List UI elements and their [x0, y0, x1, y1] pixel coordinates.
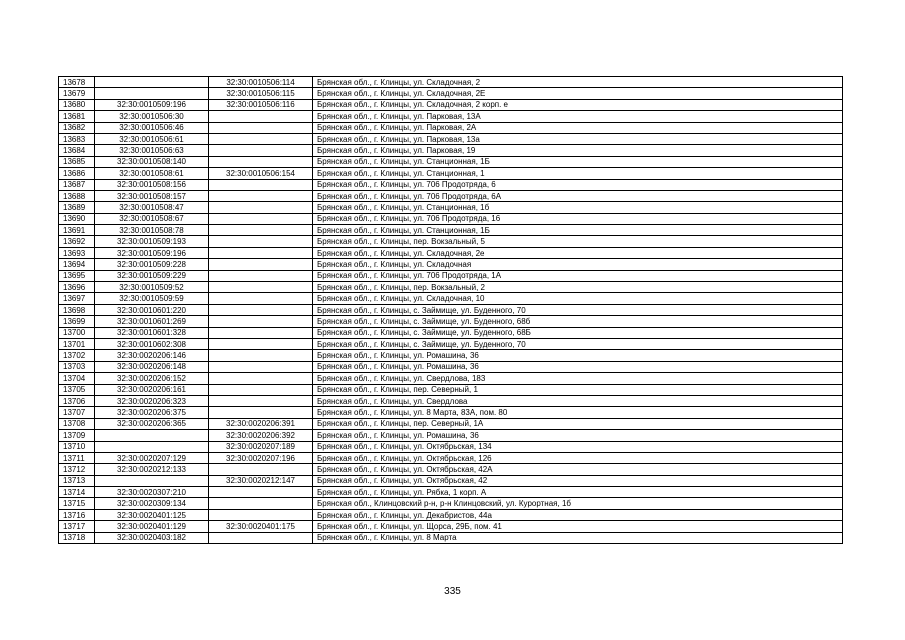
address-cell: Брянская обл., г. Клинцы, ул. Свердлова [313, 395, 843, 406]
related-cadastral-number-cell [209, 145, 313, 156]
cadastral-number-cell [95, 88, 209, 99]
row-number-cell: 13713 [59, 475, 95, 486]
cadastral-number-cell: 32:30:0020206:323 [95, 395, 209, 406]
address-cell: Брянская обл., г. Клинцы, ул. 706 Продотряда, 1А [313, 270, 843, 281]
row-number-cell: 13682 [59, 122, 95, 133]
row-number-cell: 13702 [59, 350, 95, 361]
table-row [59, 487, 843, 498]
address-cell: Брянская обл., г. Клинцы, ул. Свердлова, 183 [313, 373, 843, 384]
table-row [59, 430, 843, 441]
related-cadastral-number-cell [209, 259, 313, 270]
address-cell: Брянская обл., Клинцовский р-н, р-н Клинцовский, ул. Курортная, 1б [313, 498, 843, 509]
address-cell: Брянская обл., г. Клинцы, пер. Северный, 1 [313, 384, 843, 395]
table-row [59, 361, 843, 372]
address-cell: Брянская обл., г. Клинцы, ул. Октябрьская, 42А [313, 464, 843, 475]
row-number-cell: 13718 [59, 532, 95, 543]
related-cadastral-number-cell [209, 338, 313, 349]
cadastral-number-cell: 32:30:0010506:63 [95, 145, 209, 156]
related-cadastral-number-cell [209, 133, 313, 144]
row-number-cell: 13708 [59, 418, 95, 429]
address-cell: Брянская обл., г. Клинцы, ул. Парковая, 13а [313, 133, 843, 144]
cadastral-number-cell: 32:30:0010508:47 [95, 202, 209, 213]
cadastral-number-cell [95, 475, 209, 486]
address-cell: Брянская обл., г. Клинцы, ул. Станционная, 1б [313, 202, 843, 213]
related-cadastral-number-cell [209, 350, 313, 361]
cadastral-number-cell: 32:30:0020206:375 [95, 407, 209, 418]
cadastral-number-cell: 32:30:0010508:67 [95, 213, 209, 224]
row-number-cell: 13684 [59, 145, 95, 156]
address-cell: Брянская обл., г. Клинцы, ул. Ромашина, 36 [313, 430, 843, 441]
cadastral-number-cell: 32:30:0010508:61 [95, 168, 209, 179]
row-number-cell: 13703 [59, 361, 95, 372]
table-row [59, 133, 843, 144]
address-cell: Брянская обл., г. Клинцы, ул. 706 Продотряда, 6 [313, 179, 843, 190]
related-cadastral-number-cell: 32:30:0020207:196 [209, 452, 313, 463]
table-row [59, 407, 843, 418]
table-row [59, 338, 843, 349]
address-cell: Брянская обл., г. Клинцы, ул. Октябрьская, 42 [313, 475, 843, 486]
row-number-cell: 13680 [59, 99, 95, 110]
table-row [59, 77, 843, 88]
table-row [59, 373, 843, 384]
table-row [59, 395, 843, 406]
row-number-cell: 13714 [59, 487, 95, 498]
table-row [59, 418, 843, 429]
cadastral-number-cell: 32:30:0020309:134 [95, 498, 209, 509]
row-number-cell: 13683 [59, 133, 95, 144]
related-cadastral-number-cell [209, 190, 313, 201]
address-cell: Брянская обл., г. Клинцы, ул. Станционная, 1Б [313, 156, 843, 167]
table-row [59, 168, 843, 179]
table-row [59, 145, 843, 156]
cadastral-number-cell: 32:30:0020401:125 [95, 509, 209, 520]
table-row [59, 532, 843, 543]
related-cadastral-number-cell: 32:30:0020401:175 [209, 521, 313, 532]
cadastral-number-cell: 32:30:0010508:157 [95, 190, 209, 201]
address-cell: Брянская обл., г. Клинцы, ул. Рябка, 1 корп. А [313, 487, 843, 498]
address-cell: Брянская обл., г. Клинцы, ул. Парковая, 13А [313, 111, 843, 122]
related-cadastral-number-cell [209, 373, 313, 384]
address-cell: Брянская обл., г. Клинцы, ул. Щорса, 29Б, пом. 41 [313, 521, 843, 532]
address-cell: Брянская обл., г. Клинцы, с. Займище, ул. Буденного, 70 [313, 304, 843, 315]
table-row [59, 464, 843, 475]
address-cell: Брянская обл., г. Клинцы, ул. Парковая, 2А [313, 122, 843, 133]
row-number-cell: 13689 [59, 202, 95, 213]
cadastral-number-cell: 32:30:0010601:328 [95, 327, 209, 338]
address-cell: Брянская обл., г. Клинцы, ул. Октябрьская, 126 [313, 452, 843, 463]
row-number-cell: 13679 [59, 88, 95, 99]
related-cadastral-number-cell: 32:30:0010506:116 [209, 99, 313, 110]
row-number-cell: 13709 [59, 430, 95, 441]
related-cadastral-number-cell [209, 304, 313, 315]
table-row [59, 452, 843, 463]
cadastral-number-cell: 32:30:0010509:196 [95, 99, 209, 110]
related-cadastral-number-cell [209, 509, 313, 520]
cadastral-number-cell: 32:30:0010509:196 [95, 247, 209, 258]
row-number-cell: 13687 [59, 179, 95, 190]
row-number-cell: 13694 [59, 259, 95, 270]
cadastral-number-cell: 32:30:0020212:133 [95, 464, 209, 475]
row-number-cell: 13692 [59, 236, 95, 247]
address-cell: Брянская обл., г. Клинцы, ул. Ромашина, 36 [313, 350, 843, 361]
table-row [59, 521, 843, 532]
related-cadastral-number-cell [209, 179, 313, 190]
row-number-cell: 13700 [59, 327, 95, 338]
cadastral-number-cell: 32:30:0010506:46 [95, 122, 209, 133]
related-cadastral-number-cell [209, 247, 313, 258]
cadastral-number-cell: 32:30:0020206:161 [95, 384, 209, 395]
related-cadastral-number-cell [209, 464, 313, 475]
table-row [59, 350, 843, 361]
related-cadastral-number-cell [209, 270, 313, 281]
row-number-cell: 13707 [59, 407, 95, 418]
row-number-cell: 13698 [59, 304, 95, 315]
related-cadastral-number-cell [209, 156, 313, 167]
related-cadastral-number-cell [209, 384, 313, 395]
row-number-cell: 13701 [59, 338, 95, 349]
address-cell: Брянская обл., г. Клинцы, ул. Складочная [313, 259, 843, 270]
registry-table [58, 76, 843, 544]
cadastral-number-cell: 32:30:0010602:308 [95, 338, 209, 349]
table-row [59, 509, 843, 520]
table-row [59, 475, 843, 486]
cadastral-number-cell: 32:30:0020206:148 [95, 361, 209, 372]
address-cell: Брянская обл., г. Клинцы, пер. Вокзальный, 5 [313, 236, 843, 247]
row-number-cell: 13681 [59, 111, 95, 122]
address-cell: Брянская обл., г. Клинцы, ул. Складочная, 10 [313, 293, 843, 304]
address-cell: Брянская обл., г. Клинцы, ул. Октябрьская, 134 [313, 441, 843, 452]
related-cadastral-number-cell [209, 316, 313, 327]
cadastral-number-cell: 32:30:0010508:78 [95, 225, 209, 236]
table-row [59, 247, 843, 258]
row-number-cell: 13691 [59, 225, 95, 236]
row-number-cell: 13699 [59, 316, 95, 327]
row-number-cell: 13710 [59, 441, 95, 452]
related-cadastral-number-cell [209, 236, 313, 247]
related-cadastral-number-cell [209, 361, 313, 372]
cadastral-number-cell: 32:30:0010508:156 [95, 179, 209, 190]
table-row [59, 327, 843, 338]
address-cell: Брянская обл., г. Клинцы, ул. 706 Продотряда, 6А [313, 190, 843, 201]
related-cadastral-number-cell: 32:30:0020206:392 [209, 430, 313, 441]
cadastral-number-cell [95, 441, 209, 452]
table-row [59, 282, 843, 293]
row-number-cell: 13706 [59, 395, 95, 406]
address-cell: Брянская обл., г. Клинцы, с. Займище, ул. Буденного, 70 [313, 338, 843, 349]
table-row [59, 441, 843, 452]
related-cadastral-number-cell: 32:30:0010506:115 [209, 88, 313, 99]
table-row [59, 190, 843, 201]
table-row [59, 88, 843, 99]
address-cell: Брянская обл., г. Клинцы, ул. Декабристов, 44а [313, 509, 843, 520]
cadastral-number-cell [95, 430, 209, 441]
related-cadastral-number-cell: 32:30:0020207:189 [209, 441, 313, 452]
row-number-cell: 13688 [59, 190, 95, 201]
cadastral-number-cell: 32:30:0020401:129 [95, 521, 209, 532]
cadastral-number-cell: 32:30:0020206:365 [95, 418, 209, 429]
related-cadastral-number-cell [209, 202, 313, 213]
table-row [59, 304, 843, 315]
cadastral-number-cell: 32:30:0010509:229 [95, 270, 209, 281]
cadastral-number-cell: 32:30:0020206:146 [95, 350, 209, 361]
row-number-cell: 13685 [59, 156, 95, 167]
row-number-cell: 13711 [59, 452, 95, 463]
cadastral-number-cell: 32:30:0020206:152 [95, 373, 209, 384]
address-cell: Брянская обл., г. Клинцы, с. Займище, ул. Буденного, 68б [313, 316, 843, 327]
table-row [59, 498, 843, 509]
cadastral-number-cell: 32:30:0010509:59 [95, 293, 209, 304]
cadastral-number-cell: 32:30:0010601:269 [95, 316, 209, 327]
related-cadastral-number-cell [209, 327, 313, 338]
related-cadastral-number-cell: 32:30:0020206:391 [209, 418, 313, 429]
related-cadastral-number-cell: 32:30:0010506:154 [209, 168, 313, 179]
address-cell: Брянская обл., г. Клинцы, ул. Складочная, 2 [313, 77, 843, 88]
related-cadastral-number-cell [209, 282, 313, 293]
address-cell: Брянская обл., г. Клинцы, ул. Складочная, 2Е [313, 88, 843, 99]
related-cadastral-number-cell [209, 122, 313, 133]
row-number-cell: 13695 [59, 270, 95, 281]
table-row [59, 270, 843, 281]
related-cadastral-number-cell [209, 111, 313, 122]
cadastral-number-cell: 32:30:0010601:220 [95, 304, 209, 315]
cadastral-number-cell [95, 77, 209, 88]
row-number-cell: 13678 [59, 77, 95, 88]
cadastral-number-cell: 32:30:0010506:30 [95, 111, 209, 122]
related-cadastral-number-cell: 32:30:0010506:114 [209, 77, 313, 88]
related-cadastral-number-cell [209, 213, 313, 224]
row-number-cell: 13690 [59, 213, 95, 224]
page-number: 335 [444, 586, 461, 597]
address-cell: Брянская обл., г. Клинцы, ул. 8 Марта [313, 532, 843, 543]
cadastral-number-cell: 32:30:0010509:228 [95, 259, 209, 270]
cadastral-number-cell: 32:30:0010508:140 [95, 156, 209, 167]
address-cell: Брянская обл., г. Клинцы, ул. Станционная, 1 [313, 168, 843, 179]
row-number-cell: 13717 [59, 521, 95, 532]
row-number-cell: 13715 [59, 498, 95, 509]
address-cell: Брянская обл., г. Клинцы, ул. Станционная, 1Б [313, 225, 843, 236]
row-number-cell: 13697 [59, 293, 95, 304]
cadastral-number-cell: 32:30:0010509:52 [95, 282, 209, 293]
row-number-cell: 13705 [59, 384, 95, 395]
address-cell: Брянская обл., г. Клинцы, с. Займище, ул. Буденного, 68Б [313, 327, 843, 338]
table-row [59, 293, 843, 304]
address-cell: Брянская обл., г. Клинцы, ул. 8 Марта, 83А, пом. 80 [313, 407, 843, 418]
cadastral-number-cell: 32:30:0020403:182 [95, 532, 209, 543]
address-cell: Брянская обл., г. Клинцы, ул. 706 Продотряда, 16 [313, 213, 843, 224]
table-row [59, 202, 843, 213]
related-cadastral-number-cell [209, 225, 313, 236]
related-cadastral-number-cell [209, 407, 313, 418]
row-number-cell: 13712 [59, 464, 95, 475]
table-row [59, 156, 843, 167]
address-cell: Брянская обл., г. Клинцы, ул. Складочная, 2 корп. е [313, 99, 843, 110]
cadastral-number-cell: 32:30:0010506:61 [95, 133, 209, 144]
related-cadastral-number-cell: 32:30:0020212:147 [209, 475, 313, 486]
table-row [59, 316, 843, 327]
table-row [59, 111, 843, 122]
cadastral-number-cell: 32:30:0020307:210 [95, 487, 209, 498]
related-cadastral-number-cell [209, 532, 313, 543]
table-row [59, 213, 843, 224]
row-number-cell: 13686 [59, 168, 95, 179]
row-number-cell: 13696 [59, 282, 95, 293]
related-cadastral-number-cell [209, 498, 313, 509]
address-cell: Брянская обл., г. Клинцы, пер. Северный, 1А [313, 418, 843, 429]
table-row [59, 225, 843, 236]
address-cell: Брянская обл., г. Клинцы, ул. Складочная, 2е [313, 247, 843, 258]
related-cadastral-number-cell [209, 293, 313, 304]
address-cell: Брянская обл., г. Клинцы, пер. Вокзальный, 2 [313, 282, 843, 293]
table-row [59, 179, 843, 190]
table-body [59, 77, 843, 544]
table-row [59, 384, 843, 395]
row-number-cell: 13704 [59, 373, 95, 384]
row-number-cell: 13716 [59, 509, 95, 520]
address-cell: Брянская обл., г. Клинцы, ул. Ромашина, 36 [313, 361, 843, 372]
table-row [59, 99, 843, 110]
address-cell: Брянская обл., г. Клинцы, ул. Парковая, 19 [313, 145, 843, 156]
related-cadastral-number-cell [209, 487, 313, 498]
cadastral-number-cell: 32:30:0010509:193 [95, 236, 209, 247]
table-row [59, 259, 843, 270]
row-number-cell: 13693 [59, 247, 95, 258]
table-row [59, 236, 843, 247]
table-row [59, 122, 843, 133]
cadastral-number-cell: 32:30:0020207:129 [95, 452, 209, 463]
related-cadastral-number-cell [209, 395, 313, 406]
